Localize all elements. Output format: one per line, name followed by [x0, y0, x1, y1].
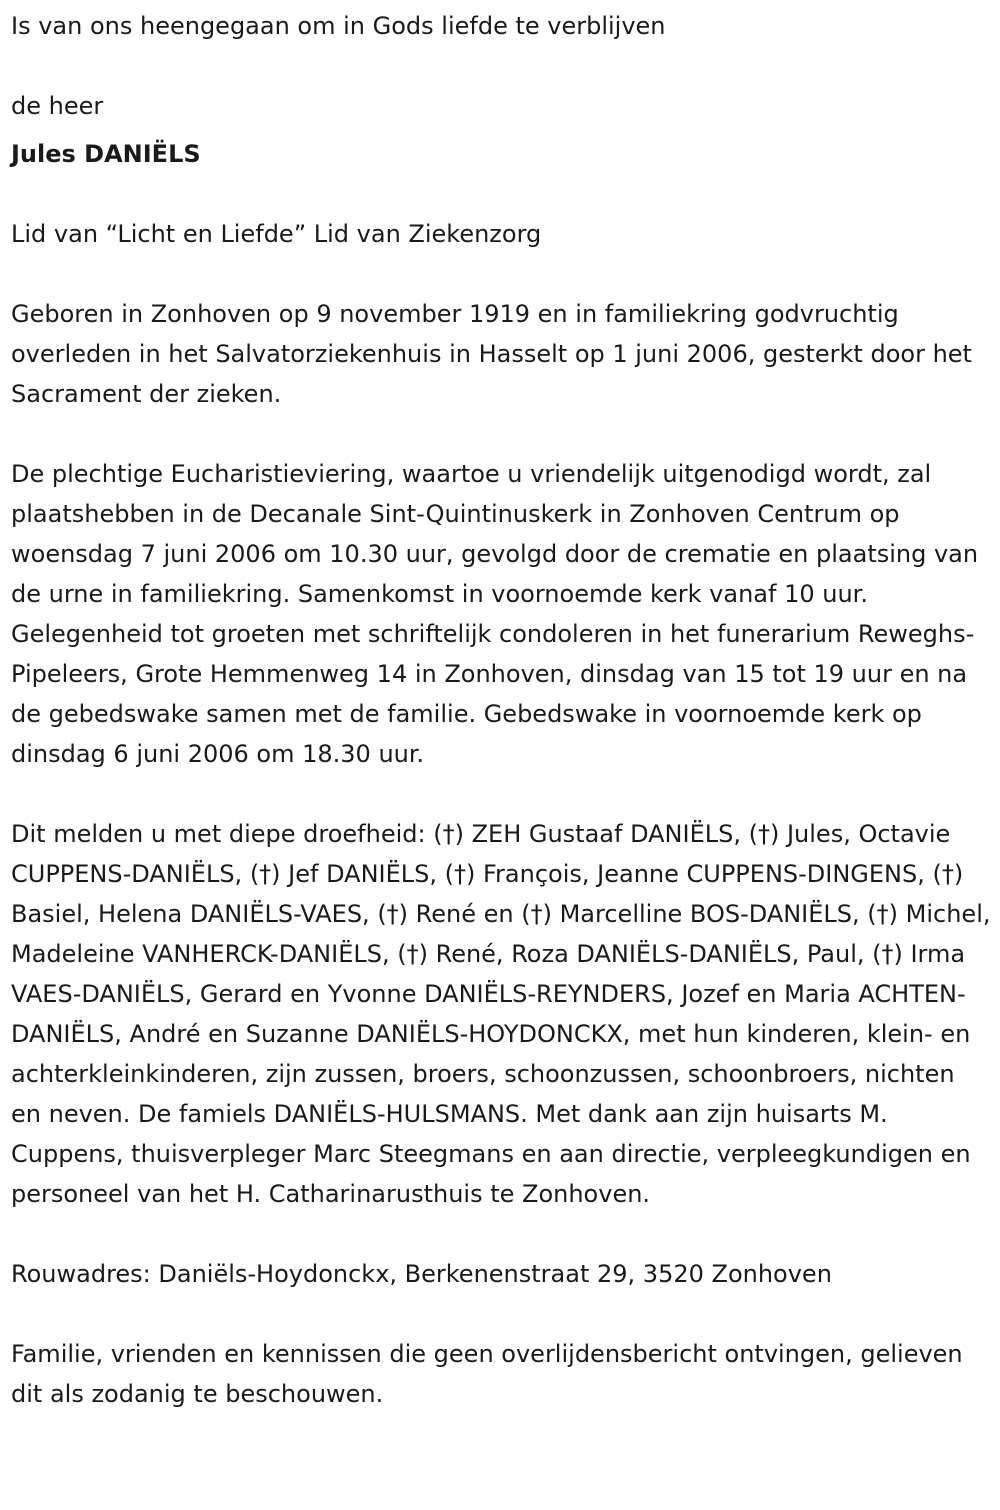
deceased-name: Jules DANIËLS	[11, 140, 201, 168]
mourning-address: Rouwadres: Daniëls-Hoydonckx, Berkenenstraat 29, 3520 Zonhoven	[11, 1260, 832, 1288]
birth-death-paragraph: Geboren in Zonhoven op 9 november 1919 en in familiekring godvruchtig overleden in het Salvatorziekenhuis in Hasselt op 1 juni 2006, gesterkt door het Sacrament der zieken.	[11, 300, 972, 408]
spacer	[11, 1214, 991, 1254]
intro-line: Is van ons heengegaan om in Gods liefde te verblijven	[11, 12, 666, 40]
closing-paragraph: Familie, vrienden en kennissen die geen overlijdensbericht ontvingen, gelieven dit als zodanig te beschouwen.	[11, 1340, 963, 1408]
spacer	[11, 174, 991, 214]
title-prefix: de heer	[11, 92, 104, 120]
memberships-line: Lid van “Licht en Liefde” Lid van Ziekenzorg	[11, 220, 542, 248]
spacer	[11, 774, 991, 814]
spacer	[11, 414, 991, 454]
obituary-text	[11, 6, 991, 1414]
ceremony-paragraph: De plechtige Eucharistieviering, waartoe u vriendelijk uitgenodigd wordt, zal plaatshebben in de Decanale Sint-Quintinuskerk in Zonhoven Centrum op woensdag 7 juni 2006 om 10.30 uur, gevolgd door de crematie en plaatsing van de urne in familiekring. Samenkomst in voornoemde kerk vanaf 10 uur. Gelegenheid tot groeten met schriftelijk condoleren in het funerarium Reweghs-Pipeleers, Grote Hemmenweg 14 in Zonhoven, dinsdag van 15 tot 19 uur en na de gebedswake samen met de familie. Gebedswake in voornoemde kerk op dinsdag 6 juni 2006 om 18.30 uur.	[11, 460, 979, 768]
spacer	[11, 46, 991, 86]
family-paragraph: Dit melden u met diepe droefheid: (†) ZEH Gustaaf DANIËLS, (†) Jules, Octavie CUPPENS-DANIËLS, (†) Jef DANIËLS, (†) François, Jeanne CUPPENS-DINGENS, (†) Basiel, Helena DANIËLS-VAES, (†) René en (†) Marcelline BOS-DANIËLS, (†) Michel, Madeleine VANHERCK-DANIËLS, (†) René, Roza DANIËLS-DANIËLS, Paul, (†) Irma VAES-DANIËLS, Gerard en Yvonne DANIËLS-REYNDERS, Jozef en Maria ACHTEN-DANIËLS, André en Suzanne DANIËLS-HOYDONCKX, met hun kinderen, klein- en achterkleinkinderen, zijn zussen, broers, schoonzussen, schoonbroers, nichten en neven. De famiels DANIËLS-HULSMANS. Met dank aan zijn huisarts M. Cuppens, thuisverpleger Marc Steegmans en aan directie, verpleegkundigen en personeel van het H. Catharinarusthuis te Zonhoven.	[11, 820, 991, 1208]
spacer	[11, 254, 991, 294]
spacer	[11, 1294, 991, 1334]
